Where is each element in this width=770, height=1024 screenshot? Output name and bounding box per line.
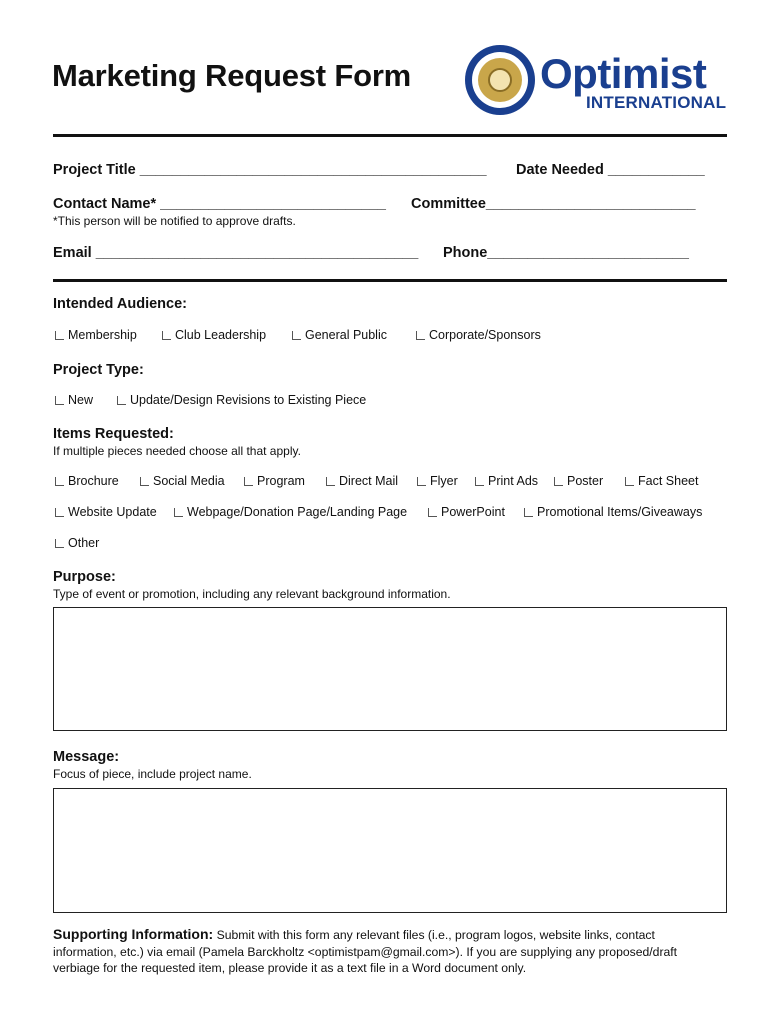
checkbox-icon[interactable] <box>417 477 426 486</box>
checkbox-poster[interactable]: Poster <box>554 474 603 488</box>
items-heading: Items Requested: <box>53 426 174 442</box>
checkbox-direct-mail[interactable]: Direct Mail <box>326 474 398 488</box>
checkbox-icon[interactable] <box>244 477 253 486</box>
checkbox-new[interactable]: New <box>55 393 93 407</box>
checkbox-membership[interactable]: Membership <box>55 328 137 342</box>
checkbox-print-ads[interactable]: Print Ads <box>475 474 538 488</box>
checkbox-promotional-items[interactable]: Promotional Items/Giveaways <box>524 505 702 519</box>
checkbox-icon[interactable] <box>428 508 437 517</box>
items-note: If multiple pieces needed choose all that apply. <box>53 444 301 458</box>
checkbox-icon[interactable] <box>162 331 171 340</box>
checkbox-icon[interactable] <box>524 508 533 517</box>
checkbox-icon[interactable] <box>326 477 335 486</box>
checkbox-club-leadership[interactable]: Club Leadership <box>162 328 266 342</box>
page-title: Marketing Request Form <box>52 58 412 93</box>
logo-wordmark: Optimist <box>540 50 707 97</box>
purpose-note: Type of event or promotion, including any relevant background information. <box>53 587 451 601</box>
section-divider <box>53 279 727 282</box>
purpose-heading: Purpose: <box>53 569 116 585</box>
checkbox-icon[interactable] <box>140 477 149 486</box>
checkbox-icon[interactable] <box>292 331 301 340</box>
checkbox-icon[interactable] <box>55 539 64 548</box>
checkbox-program[interactable]: Program <box>244 474 305 488</box>
supporting-info <box>53 926 713 977</box>
checkbox-fact-sheet[interactable]: Fact Sheet <box>625 474 698 488</box>
checkbox-icon[interactable] <box>117 396 126 405</box>
message-heading: Message: <box>53 749 120 765</box>
checkbox-brochure[interactable]: Brochure <box>55 474 119 488</box>
project-title-field[interactable]: Project Title ___________________________________________ <box>53 162 487 178</box>
checkbox-flyer[interactable]: Flyer <box>417 474 458 488</box>
checkbox-other[interactable]: Other <box>55 536 99 550</box>
message-textarea[interactable] <box>53 788 727 913</box>
committee-field[interactable]: Committee__________________________ <box>411 196 696 212</box>
checkbox-website-update[interactable]: Website Update <box>55 505 157 519</box>
email-field[interactable]: Email ________________________________________ <box>53 245 419 261</box>
checkbox-icon[interactable] <box>55 396 64 405</box>
supporting-text: Submit with this form any relevant files (i.e., program logos, website links, contact information, etc.) via email (Pamela Barckholtz <optimistpam@gmail.com>). If you are supplying any proposed/draft verbiage for the requested item, please provide it as a text file in a Word document only. <box>53 928 678 975</box>
date-needed-field[interactable]: Date Needed ____________ <box>516 162 705 178</box>
checkbox-powerpoint[interactable]: PowerPoint <box>428 505 505 519</box>
checkbox-icon[interactable] <box>554 477 563 486</box>
checkbox-icon[interactable] <box>416 331 425 340</box>
checkbox-general-public[interactable]: General Public <box>292 328 387 342</box>
checkbox-icon[interactable] <box>55 508 64 517</box>
project-type-heading: Project Type: <box>53 362 144 378</box>
checkbox-icon[interactable] <box>55 477 64 486</box>
phone-field[interactable]: Phone_________________________ <box>443 245 689 261</box>
checkbox-icon[interactable] <box>55 331 64 340</box>
checkbox-update-design[interactable]: Update/Design Revisions to Existing Piece <box>117 393 366 407</box>
logo-core <box>488 68 512 92</box>
checkbox-icon[interactable] <box>174 508 183 517</box>
logo-subtitle: INTERNATIONAL <box>586 93 727 112</box>
checkbox-corporate-sponsors[interactable]: Corporate/Sponsors <box>416 328 541 342</box>
header-divider <box>53 134 727 137</box>
contact-name-field[interactable]: Contact Name* ____________________________ <box>53 196 386 212</box>
checkbox-icon[interactable] <box>625 477 634 486</box>
checkbox-social-media[interactable]: Social Media <box>140 474 225 488</box>
checkbox-webpage-donation-landing[interactable]: Webpage/Donation Page/Landing Page <box>174 505 407 519</box>
checkbox-icon[interactable] <box>475 477 484 486</box>
message-note: Focus of piece, include project name. <box>53 767 252 781</box>
contact-note: *This person will be notified to approve drafts. <box>53 214 296 228</box>
audience-heading: Intended Audience: <box>53 296 187 312</box>
purpose-textarea[interactable] <box>53 607 727 731</box>
supporting-heading: Supporting Information: <box>53 926 214 942</box>
